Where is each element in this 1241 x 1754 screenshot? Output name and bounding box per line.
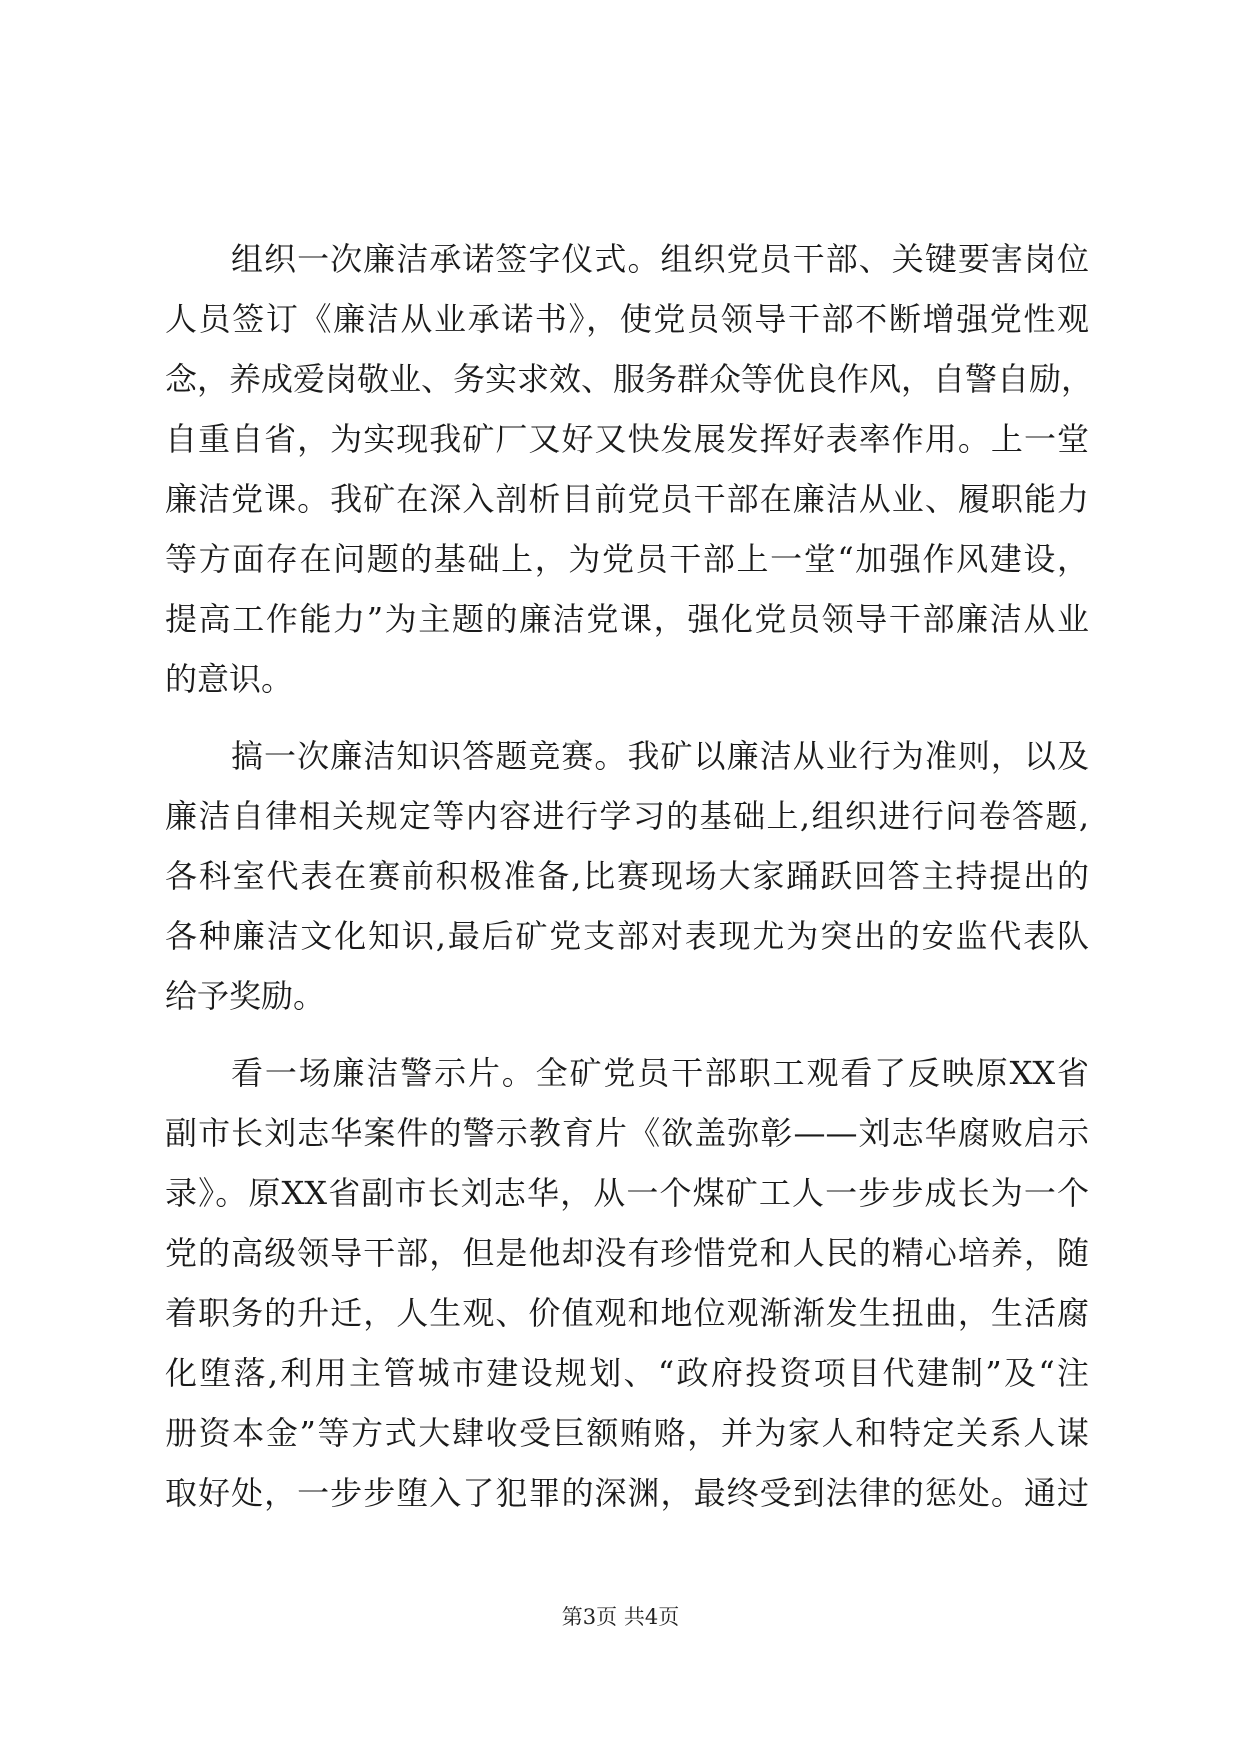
text-line: 给予奖励。 [165, 977, 326, 1015]
text-line: 各科室代表在赛前积极准备,比赛现场大家踊跃回答主持提出的 [165, 857, 1089, 895]
text-line: 念，养成爱岗敬业、务实求效、服务群众等优良作风，自警自励， [165, 360, 1094, 398]
paragraph [165, 229, 1094, 709]
text-line: 的意识。 [165, 660, 294, 698]
text-line: 等方面存在问题的基础上，为党员干部上一堂“加强作风建设， [165, 540, 1089, 578]
paragraph [165, 726, 1089, 1026]
text-line: 提高工作能力”为主题的廉洁党课，强化党员领导干部廉洁从业 [165, 600, 1089, 638]
text-line: 搞一次廉洁知识答题竞赛。我矿以廉洁从业行为准则，以及 [231, 737, 1089, 775]
text-line: 廉洁自律相关规定等内容进行学习的基础上,组织进行问卷答题, [165, 797, 1089, 835]
text-line: 册资本金”等方式大肆收受巨额贿赂，并为家人和特定关系人谋 [165, 1414, 1089, 1452]
text-line: 副市长刘志华案件的警示教育片《欲盖弥彰——刘志华腐败启示 [165, 1114, 1089, 1152]
text-line: 取好处，一步步堕入了犯罪的深渊，最终受到法律的惩处。通过 [165, 1474, 1089, 1512]
text-line: 组织一次廉洁承诺签字仪式。组织党员干部、关键要害岗位 [231, 240, 1089, 278]
text-line: 录》。原XX省副市长刘志华，从一个煤矿工人一步步成长为一个 [165, 1174, 1089, 1212]
text-line: 党的高级领导干部，但是他却没有珍惜党和人民的精心培养，随 [165, 1234, 1089, 1272]
text-line: 人员签订《廉洁从业承诺书》，使党员领导干部不断增强党性观 [165, 300, 1089, 338]
body-text [165, 229, 1094, 1523]
text-line: 着职务的升迁，人生观、价值观和地位观渐渐发生扭曲，生活腐 [165, 1294, 1089, 1332]
text-line: 廉洁党课。我矿在深入剖析目前党员干部在廉洁从业、履职能力 [165, 480, 1089, 518]
paragraph-gap [165, 709, 1089, 726]
text-line: 各种廉洁文化知识,最后矿党支部对表现尤为突出的安监代表队 [165, 917, 1089, 955]
paragraph [165, 1043, 1089, 1523]
text-line: 化堕落,利用主管城市建设规划、“政府投资项目代建制”及“注 [165, 1354, 1089, 1392]
text-line: 自重自省，为实现我矿厂又好又快发展发挥好表率作用。上一堂 [165, 420, 1089, 458]
text-line: 看一场廉洁警示片。全矿党员干部职工观看了反映原XX省 [231, 1054, 1089, 1092]
page-footer: 第3页 共4页 [561, 1605, 680, 1629]
paragraph-gap [165, 1026, 1089, 1043]
